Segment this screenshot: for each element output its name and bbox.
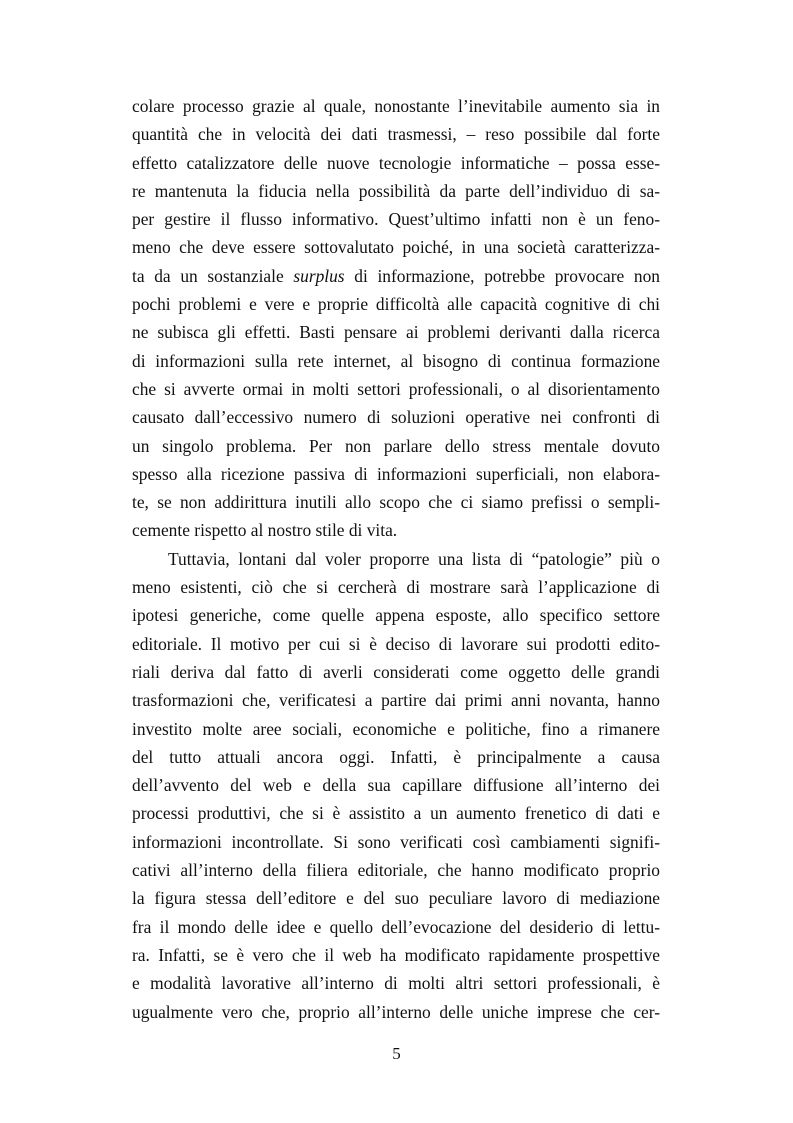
text-line: ipotesi generiche, come quelle appena esposte, allo specifico settore — [132, 605, 660, 626]
text-line: spesso alla ricezione passiva di informazioni superficiali, non elabora- — [132, 463, 660, 484]
text-line: un singolo problema. Per non parlare dello stress mentale dovuto — [132, 435, 660, 456]
text-line: ra. Infatti, se è vero che il web ha modificato rapidamente prospettive — [132, 944, 660, 965]
text-line: la figura stessa dell’editore e del suo peculiare lavoro di mediazione — [132, 888, 660, 909]
text-line: meno esistenti, ciò che si cercherà di mostrare sarà l’applicazione di — [132, 577, 660, 598]
text-segment: ta da un sostanziale — [132, 265, 294, 286]
text-line: e modalità lavorative all’interno di molti altri settori professionali, è — [132, 973, 660, 994]
italic-term: surplus — [293, 265, 345, 286]
text-line: meno che deve essere sottovalutato poiché, in una società caratterizza- — [132, 237, 660, 258]
text-line: ugualmente vero che, proprio all’interno delle uniche imprese che cer- — [132, 1001, 660, 1022]
paragraph-1 — [132, 92, 660, 545]
text-line: che si avverte ormai in molti settori professionali, o al disorientamento — [132, 378, 660, 399]
text-line: re mantenuta la fiducia nella possibilità da parte dell’individuo di sa- — [132, 180, 660, 201]
text-line: effetto catalizzatore delle nuove tecnologie informatiche – possa esse- — [132, 152, 660, 173]
text-line: trasformazioni che, verificatesi a partire dai primi anni novanta, hanno — [132, 690, 660, 711]
text-line: di informazioni sulla rete internet, al bisogno di continua formazione — [132, 350, 660, 371]
text-line: editoriale. Il motivo per cui si è deciso di lavorare sui prodotti edito- — [132, 633, 660, 654]
text-line: colare processo grazie al quale, nonostante l’inevitabile aumento sia in — [132, 96, 660, 116]
text-line: te, se non addirittura inutili allo scopo che ci siamo prefissi o sempli- — [132, 492, 660, 513]
text-line-with-italic — [132, 262, 660, 290]
text-line: Tuttavia, lontani dal voler proporre una lista di “patologie” più o — [168, 548, 660, 569]
page-number: 5 — [392, 1044, 401, 1063]
text-line: cativi all’interno della filiera editoriale, che hanno modificato proprio — [132, 860, 660, 881]
paragraph-2 — [132, 545, 660, 1026]
text-line: informazioni incontrollate. Si sono verificati così cambiamenti signifi- — [132, 831, 660, 852]
body-text — [132, 92, 660, 1026]
text-line: per gestire il flusso informativo. Quest’ultimo infatti non è un feno- — [132, 209, 660, 230]
text-segment: di informazione, potrebbe provocare non — [344, 265, 660, 286]
text-line: causato dall’eccessivo numero di soluzioni operative nei confronti di — [132, 407, 660, 428]
text-line: cemente rispetto al nostro stile di vita. — [132, 520, 398, 541]
text-line: del tutto attuali ancora oggi. Infatti, è principalmente a causa — [132, 746, 660, 767]
text-line: pochi problemi e vere e proprie difficoltà alle capacità cognitive di chi — [132, 294, 660, 315]
text-line: investito molte aree sociali, economiche e politiche, fino a rimanere — [132, 718, 660, 739]
text-line: riali deriva dal fatto di averli considerati come oggetto delle grandi — [132, 661, 660, 682]
text-line: ne subisca gli effetti. Basti pensare ai problemi derivanti dalla ricerca — [132, 322, 660, 343]
text-line: processi produttivi, che si è assistito a un aumento frenetico di dati e — [132, 803, 660, 824]
text-line: fra il mondo delle idee e quello dell’evocazione del desiderio di lettu- — [132, 916, 660, 937]
text-line: dell’avvento del web e della sua capillare diffusione all’interno dei — [132, 775, 660, 796]
text-line: quantità che in velocità dei dati trasmessi, – reso possibile dal forte — [132, 124, 660, 145]
